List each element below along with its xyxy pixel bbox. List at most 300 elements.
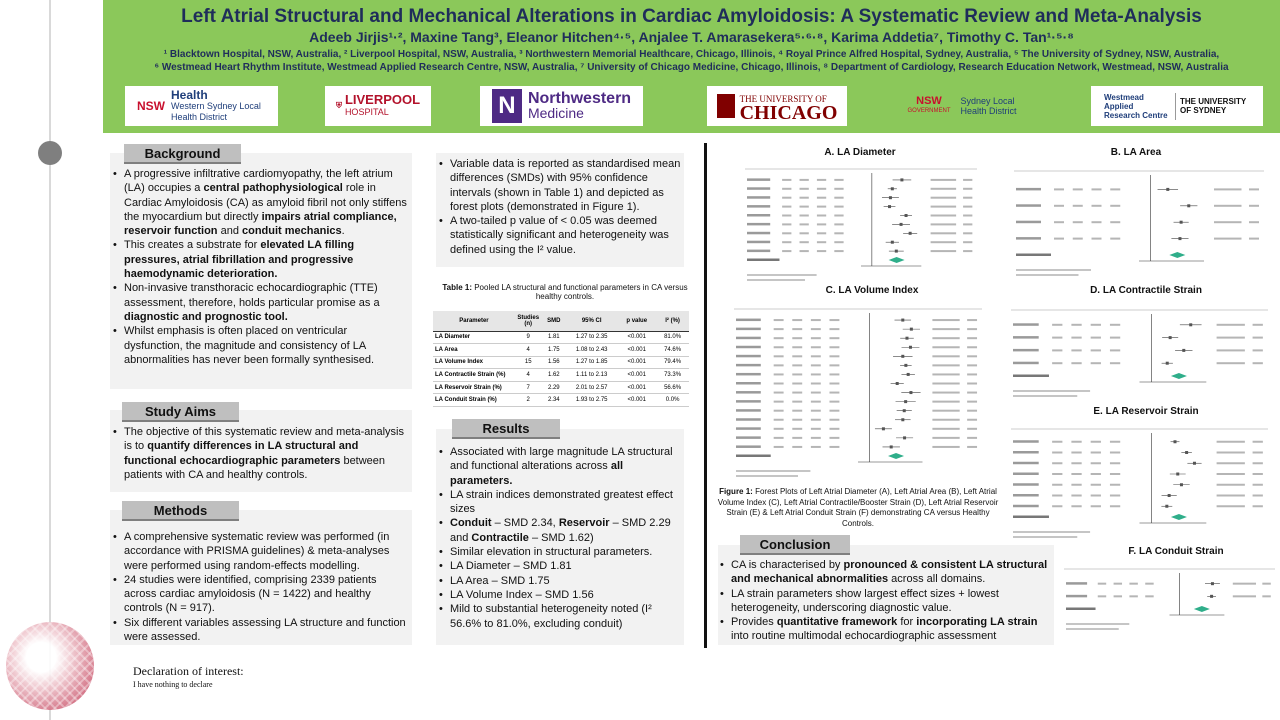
westmead-sydney-logo: [1091, 86, 1263, 126]
study-value: [782, 188, 791, 190]
weight-value: [1249, 188, 1259, 190]
heterogeneity-note: [1066, 623, 1129, 625]
table-cell: LA Reservoir Strain (%): [433, 381, 515, 394]
table-cell: 74.6%: [656, 344, 689, 357]
study-value: [834, 215, 843, 217]
table-cell: 2.01 to 2.57: [566, 381, 617, 394]
study-label: [736, 373, 761, 376]
col-pvalue: p value: [617, 311, 656, 331]
study-value: [1071, 337, 1081, 339]
ci-value: [1233, 583, 1256, 585]
pooled-effect-diamond: [1171, 514, 1187, 520]
study-label: [736, 364, 761, 367]
study-value: [811, 419, 821, 421]
table-cell: 1.27 to 1.85: [566, 356, 617, 369]
effect-marker: [1180, 483, 1183, 486]
weight-value: [963, 215, 972, 217]
results-bullet: • LA strain indices demonstrated greatest effect sizes: [450, 488, 682, 517]
table-cell: LA Area: [433, 344, 515, 357]
effect-marker: [891, 241, 894, 244]
ci-value: [932, 328, 959, 330]
table-cell: 4: [515, 344, 542, 357]
study-value: [792, 346, 802, 348]
study-value: [1091, 349, 1101, 351]
study-label: [1013, 349, 1039, 352]
heterogeneity-note: [736, 470, 810, 472]
study-value: [792, 410, 802, 412]
study-value: [829, 337, 839, 339]
ci-value: [932, 319, 959, 321]
medicine-label: Medicine: [527, 105, 584, 121]
table-row: [433, 394, 689, 407]
study-label: [736, 382, 761, 385]
test-note: [1016, 274, 1079, 276]
northwestern-medicine-logo: [480, 86, 643, 126]
results-bullet: • Similar elevation in structural parameters.: [450, 545, 682, 559]
study-value: [817, 215, 826, 217]
results-list: [438, 445, 682, 631]
study-label: [736, 409, 761, 412]
effect-marker: [903, 436, 906, 439]
study-value: [1071, 505, 1081, 507]
table-cell: 1.62: [542, 369, 567, 382]
effect-marker: [901, 355, 904, 358]
ci-value: [931, 179, 957, 181]
study-value: [792, 401, 802, 403]
methods-bullet: • Six different variables assessing LA structure and function were assessed.: [124, 616, 410, 645]
weight-value: [1249, 238, 1259, 240]
table-cell: 79.4%: [656, 356, 689, 369]
effect-marker: [1185, 451, 1188, 454]
study-value: [792, 392, 802, 394]
figure-a-title: A. LA Diameter: [824, 147, 896, 158]
table-cell: <0.001: [617, 356, 656, 369]
effect-marker: [909, 391, 912, 394]
weight-value: [967, 319, 977, 321]
study-value: [1110, 473, 1120, 475]
table-cell: 1.93 to 2.75: [566, 394, 617, 407]
heterogeneity-note: [1013, 531, 1090, 533]
forest-plot-la-diameter: [745, 159, 977, 284]
study-value: [774, 383, 784, 385]
nm-mark-icon: N: [492, 89, 522, 123]
study-value: [1110, 324, 1120, 326]
study-value: [800, 223, 809, 225]
study-label: [736, 346, 761, 349]
effect-marker: [904, 364, 907, 367]
weight-value: [967, 428, 977, 430]
weight-value: [1253, 362, 1263, 364]
table-cell: LA Contractile Strain (%): [433, 369, 515, 382]
study-value: [1052, 452, 1062, 454]
weight-value: [963, 232, 972, 234]
effect-marker: [907, 373, 910, 376]
study-value: [811, 373, 821, 375]
study-value: [1071, 473, 1081, 475]
table-cell: 1.27 to 2.35: [566, 331, 617, 344]
study-value: [829, 437, 839, 439]
study-value: [1110, 505, 1120, 507]
study-value: [1052, 495, 1062, 497]
study-value: [774, 401, 784, 403]
study-value: [774, 419, 784, 421]
study-value: [782, 206, 791, 208]
conclusion-bullet: • LA strain parameters show largest effect sizes + lowest heterogeneity, underscoring diagnostic value.: [731, 587, 1051, 616]
weight-value: [967, 328, 977, 330]
study-value: [1071, 349, 1081, 351]
background-bullet: • Whilst emphasis is often placed on ventricular dysfunction, the magnitude and consistency of LA abnormalities has never been formally synthesised.: [124, 324, 408, 367]
study-value: [1071, 441, 1081, 443]
weight-value: [1253, 495, 1263, 497]
table-cell: 81.0%: [656, 331, 689, 344]
study-value: [811, 319, 821, 321]
pooled-effect-diamond: [889, 257, 905, 263]
study-value: [811, 355, 821, 357]
effect-marker: [905, 214, 908, 217]
background-bullet: • A progressive infiltrative cardiomyopathy, the left atrium (LA) occupies a central pathophysiological role in Cardiac Amyloidosis (CA) as amyloid fibril not only stiffens the myocardium but directly impairs atrial compliance, reservoir function and conduit mechanics.: [124, 167, 408, 238]
weight-value: [1253, 337, 1263, 339]
effect-marker: [1189, 323, 1192, 326]
study-value: [1145, 595, 1153, 597]
figure-d-title: D. LA Contractile Strain: [1090, 285, 1202, 296]
northwestern-label: Northwestern: [527, 90, 632, 107]
effect-marker: [1176, 473, 1179, 476]
study-label: [747, 187, 770, 190]
study-value: [800, 206, 809, 208]
ci-value: [931, 206, 957, 208]
study-value: [1110, 349, 1120, 351]
study-value: [811, 383, 821, 385]
weight-value: [967, 346, 977, 348]
weight-value: [963, 241, 972, 243]
study-value: [774, 437, 784, 439]
study-value: [829, 328, 839, 330]
study-label: [736, 319, 761, 322]
methods-heading: Methods: [122, 501, 239, 521]
conclusion-list: [719, 558, 1051, 644]
timeline-line: [49, 0, 51, 720]
study-value: [1091, 441, 1101, 443]
table-cell: <0.001: [617, 394, 656, 407]
study-value: [792, 383, 802, 385]
weight-value: [1253, 505, 1263, 507]
hospital-label: HOSPITAL: [344, 107, 389, 117]
study-label: [1013, 505, 1039, 508]
study-value: [817, 250, 826, 252]
study-label: [1013, 362, 1039, 365]
aims-bullet: • The objective of this systematic review and meta-analysis is to quantify differences in LA structural and functional echocardiographic parameters between patients with CA and healthy controls.: [124, 425, 410, 482]
study-label: [1013, 483, 1039, 486]
results-bullet: • LA Volume Index – SMD 1.56: [450, 588, 682, 602]
heterogeneity-note: [1013, 390, 1090, 392]
study-value: [811, 410, 821, 412]
col-i2: I² (%): [656, 311, 689, 331]
ci-value: [931, 232, 957, 234]
stats-list: [438, 157, 682, 257]
pooled-effect-diamond: [1171, 373, 1187, 379]
ci-value: [1214, 238, 1242, 240]
study-value: [811, 328, 821, 330]
results-bullet: • LA Diameter – SMD 1.81: [450, 559, 682, 573]
weight-value: [1262, 595, 1270, 597]
col-studies: Studies (n): [515, 311, 542, 331]
study-value: [834, 241, 843, 243]
table-cell: 2.29: [542, 381, 567, 394]
weight-value: [967, 419, 977, 421]
study-label: [736, 445, 761, 448]
study-value: [1091, 462, 1101, 464]
table-cell: 1.75: [542, 344, 567, 357]
study-value: [834, 197, 843, 199]
table-cell: 1.81: [542, 331, 567, 344]
study-value: [1073, 221, 1083, 223]
study-value: [1110, 205, 1120, 207]
figure-f-title: F. LA Conduit Strain: [1128, 546, 1224, 557]
weight-value: [967, 337, 977, 339]
forest-plot-la-reservoir-strain: [1011, 419, 1268, 541]
study-value: [800, 215, 809, 217]
study-value: [774, 364, 784, 366]
study-value: [1114, 595, 1122, 597]
study-label: [1016, 221, 1041, 224]
study-value: [792, 419, 802, 421]
weight-value: [967, 446, 977, 448]
study-value: [829, 428, 839, 430]
results-table: [433, 311, 689, 407]
study-value: [1091, 473, 1101, 475]
forest-plot-la-contractile-strain: [1011, 300, 1268, 400]
study-value: [774, 328, 784, 330]
results-bullet: • Associated with large magnitude LA structural and functional alterations across all parameters.: [450, 445, 682, 488]
weight-value: [963, 188, 972, 190]
study-value: [1110, 337, 1120, 339]
overall-label: [736, 455, 771, 458]
study-value: [1114, 583, 1122, 585]
pooled-effect-diamond: [1194, 606, 1210, 612]
ci-value: [1233, 595, 1256, 597]
conclusion-bullet: • Provides quantitative framework for incorporating LA strain into routine multimodal echocardiographic assessment: [731, 615, 1051, 644]
heterogeneity-note: [1016, 269, 1091, 271]
ci-value: [1217, 473, 1245, 475]
column-divider: [704, 143, 707, 648]
westmead-label: Westmead Applied Research Centre: [1104, 93, 1176, 120]
table-caption: Table 1: Pooled LA structural and functional parameters in CA versus healthy controls.: [442, 283, 688, 301]
study-value: [774, 410, 784, 412]
effect-marker: [904, 400, 907, 403]
weight-value: [963, 223, 972, 225]
weight-value: [1253, 462, 1263, 464]
ci-value: [1217, 441, 1245, 443]
study-value: [800, 197, 809, 199]
study-value: [811, 337, 821, 339]
study-value: [1073, 188, 1083, 190]
study-label: [1013, 451, 1039, 454]
table-cell: 56.6%: [656, 381, 689, 394]
overall-label: [1016, 254, 1051, 257]
study-value: [1091, 324, 1101, 326]
effect-marker: [903, 409, 906, 412]
ci-value: [932, 419, 959, 421]
study-value: [774, 373, 784, 375]
table-row: [433, 344, 689, 357]
ci-value: [932, 346, 959, 348]
weight-value: [967, 410, 977, 412]
table-cell: <0.001: [617, 344, 656, 357]
study-value: [817, 223, 826, 225]
study-value: [829, 446, 839, 448]
study-value: [792, 328, 802, 330]
liverpool-hospital-logo: [325, 86, 431, 126]
methods-list: [112, 530, 410, 644]
ci-value: [931, 215, 957, 217]
overall-label: [1013, 375, 1049, 378]
study-value: [1052, 462, 1062, 464]
study-value: [800, 179, 809, 181]
effect-marker: [905, 337, 908, 340]
study-value: [811, 401, 821, 403]
study-value: [829, 410, 839, 412]
sydney-lhd-name: Sydney Local Health District: [960, 96, 1017, 116]
ci-value: [932, 410, 959, 412]
study-value: [1092, 221, 1102, 223]
study-value: [817, 188, 826, 190]
weight-value: [1249, 221, 1259, 223]
weight-value: [963, 206, 972, 208]
background-heading: Background: [124, 144, 241, 164]
effect-marker: [888, 205, 891, 208]
study-value: [782, 241, 791, 243]
study-label: [747, 196, 770, 199]
background-bullet: • Non-invasive transthoracic echocardiographic (TTE) assessment, therefore, holds particular promise as a diagnostic and prognostic tool.: [124, 281, 408, 324]
study-value: [800, 188, 809, 190]
study-value: [1071, 362, 1081, 364]
study-value: [774, 355, 784, 357]
weight-value: [1262, 583, 1270, 585]
study-value: [774, 428, 784, 430]
weight-value: [967, 401, 977, 403]
study-value: [1071, 484, 1081, 486]
table-cell: LA Conduit Strain (%): [433, 394, 515, 407]
study-label: [736, 400, 761, 403]
table-cell: <0.001: [617, 381, 656, 394]
ci-value: [1217, 337, 1245, 339]
results-heading: Results: [452, 419, 560, 439]
pooled-effect-diamond: [1169, 252, 1185, 258]
table-cell: 0.0%: [656, 394, 689, 407]
study-value: [1129, 595, 1137, 597]
weight-value: [967, 437, 977, 439]
ci-value: [932, 446, 959, 448]
left-decor-strip: [0, 0, 103, 720]
study-value: [792, 364, 802, 366]
study-value: [1091, 495, 1101, 497]
nsw-gov-mark: NSW: [916, 95, 942, 107]
effect-marker: [890, 445, 893, 448]
study-value: [811, 428, 821, 430]
health-label: Health: [171, 87, 208, 102]
study-value: [774, 446, 784, 448]
weight-value: [967, 355, 977, 357]
aims-list: [112, 425, 410, 482]
effect-marker: [1193, 462, 1196, 465]
usyd-label: THE UNIVERSITY OF SYDNEY: [1180, 97, 1247, 115]
aims-heading: Study Aims: [122, 402, 239, 422]
study-value: [834, 223, 843, 225]
col-parameter: Parameter: [433, 311, 515, 331]
study-value: [792, 428, 802, 430]
test-note: [736, 475, 798, 477]
study-label: [736, 328, 761, 331]
timeline-dot: [38, 141, 62, 165]
study-value: [817, 197, 826, 199]
study-value: [774, 319, 784, 321]
study-value: [1129, 583, 1137, 585]
ci-value: [931, 188, 957, 190]
effect-marker: [1174, 440, 1177, 443]
study-value: [1052, 441, 1062, 443]
effect-marker: [909, 232, 912, 235]
weight-value: [1249, 205, 1259, 207]
conclusion-bullet: • CA is characterised by pronounced & consistent LA structural and mechanical abnormalities across all domains.: [731, 558, 1051, 587]
study-label: [736, 355, 761, 358]
study-label: [1016, 204, 1041, 207]
weight-value: [1253, 452, 1263, 454]
study-value: [1052, 337, 1062, 339]
effect-marker: [1180, 221, 1183, 224]
effect-marker: [900, 223, 903, 226]
study-value: [1052, 484, 1062, 486]
study-value: [811, 437, 821, 439]
study-label: [1013, 462, 1039, 465]
study-value: [817, 179, 826, 181]
ci-value: [1217, 362, 1245, 364]
study-value: [1110, 462, 1120, 464]
study-value: [1071, 324, 1081, 326]
weight-value: [963, 197, 972, 199]
wslhd-name: Western Sydney Local Health District: [171, 100, 261, 122]
results-bullet: • Conduit – SMD 2.34, Reservoir – SMD 2.29 and Contractile – SMD 1.62): [450, 516, 682, 545]
study-label: [736, 436, 761, 439]
table-cell: <0.001: [617, 369, 656, 382]
weight-value: [1253, 324, 1263, 326]
study-value: [782, 223, 791, 225]
ci-value: [1217, 349, 1245, 351]
effect-marker: [882, 427, 885, 430]
study-value: [1092, 205, 1102, 207]
figure-c-title: C. LA Volume Index: [825, 285, 919, 296]
study-value: [1071, 495, 1081, 497]
study-label: [1013, 323, 1039, 326]
table-cell: 1.11 to 2.13: [566, 369, 617, 382]
study-value: [811, 446, 821, 448]
study-label: [736, 391, 761, 394]
overall-label: [1066, 608, 1096, 611]
weight-value: [967, 383, 977, 385]
study-value: [829, 392, 839, 394]
study-value: [792, 446, 802, 448]
study-value: [1092, 238, 1102, 240]
study-value: [774, 392, 784, 394]
study-value: [829, 319, 839, 321]
table-cell: 7: [515, 381, 542, 394]
study-value: [1110, 221, 1120, 223]
study-value: [1110, 362, 1120, 364]
study-label: [1016, 237, 1041, 240]
weight-value: [1253, 441, 1263, 443]
study-value: [817, 206, 826, 208]
weight-value: [1253, 349, 1263, 351]
study-label: [747, 241, 770, 244]
